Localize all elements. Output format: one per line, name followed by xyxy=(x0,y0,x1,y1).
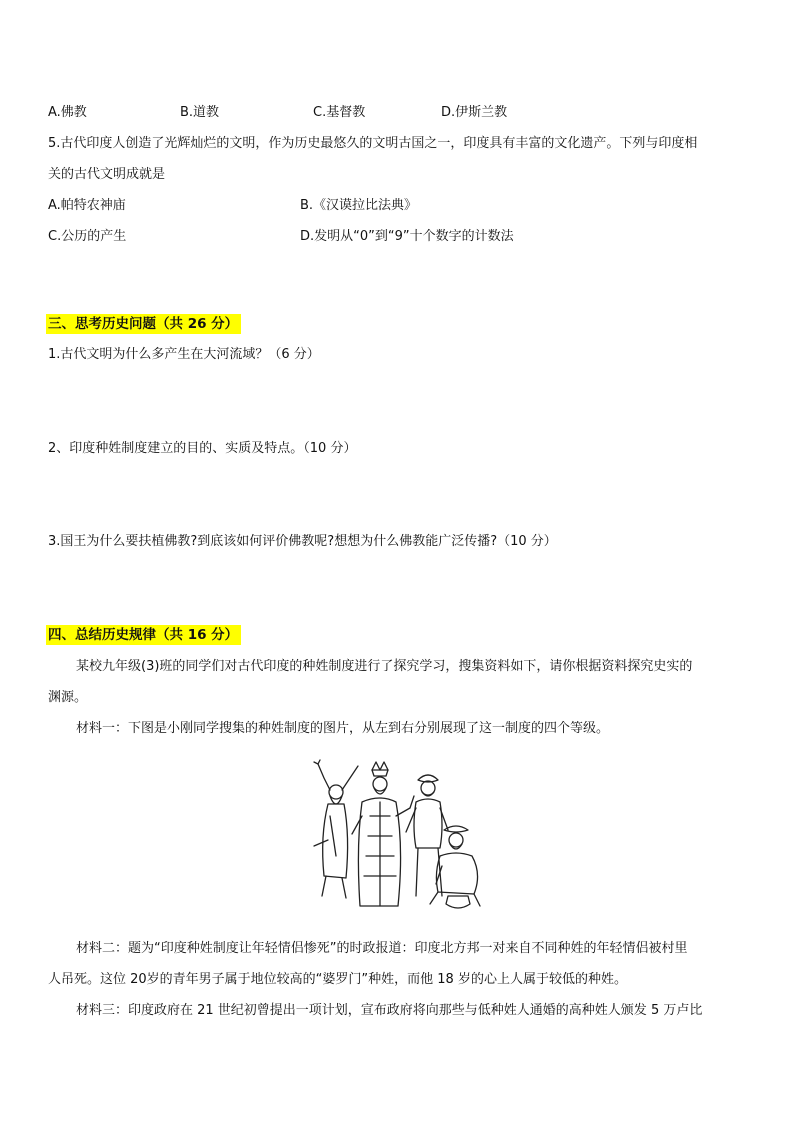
caste-system-illustration xyxy=(306,756,486,916)
material-2-line1: 材料二：题为“印度种姓制度让年轻情侣惨死”的时政报道：印度北方邦一对来自不同种姓的年轻情侣被村里 xyxy=(76,941,688,956)
brahmin-figure xyxy=(314,760,358,898)
section4-heading: 四、总结历史规律（共 16 分） xyxy=(46,625,241,645)
q5-option-b: B.《汉谟拉比法典》 xyxy=(300,198,418,213)
material-1-text: 材料一：下图是小刚同学搜集的种姓制度的图片，从左到右分别展现了这一制度的四个等级。 xyxy=(76,721,610,736)
q5-stem-line1: 5.古代印度人创造了光辉灿烂的文明，作为历史最悠久的文明古国之一，印度具有丰富的文化遗产。下列与印度相 xyxy=(48,136,698,151)
q5-option-a: A.帕特农神庙 xyxy=(48,198,126,213)
q5-option-d: D.发明从“0”到“9”十个数字的计数法 xyxy=(300,229,514,244)
material-3-text: 材料三：印度政府在 21 世纪初曾提出一项计划，宣布政府将向那些与低种姓人通婚的高种姓人颁发 5 万卢比 xyxy=(76,1003,703,1018)
q4-option-b: B.道教 xyxy=(180,105,220,120)
section3-question-1: 1.古代文明为什么多产生在大河流域？（6 分） xyxy=(48,347,320,362)
kshatriya-figure xyxy=(352,762,414,906)
q4-option-d: D.伊斯兰教 xyxy=(441,105,508,120)
q5-option-c: C.公历的产生 xyxy=(48,229,127,244)
section4-intro-line2: 渊源。 xyxy=(48,690,88,705)
vaishya-figure xyxy=(406,775,448,896)
q4-option-a: A.佛教 xyxy=(48,105,87,120)
material-2-line2: 人吊死。这位 20岁的青年男子属于地位较高的“婆罗门”种姓，而他 18 岁的心上人属于较低的种姓。 xyxy=(48,972,627,987)
section3-question-2: 2、印度种姓制度建立的目的、实质及特点。（10 分） xyxy=(48,441,357,456)
shudra-figure xyxy=(430,826,480,908)
q4-option-c: C.基督教 xyxy=(313,105,366,120)
q5-stem-line2: 关的古代文明成就是 xyxy=(48,167,166,182)
section3-heading: 三、思考历史问题（共 26 分） xyxy=(46,314,241,334)
section4-intro-line1: 某校九年级(3)班的同学们对古代印度的种姓制度进行了探究学习，搜集资料如下，请你根据资料探究史实的 xyxy=(76,659,693,674)
section3-question-3: 3.国王为什么要扶植佛教?到底该如何评价佛教呢?想想为什么佛教能广泛传播?（10 分） xyxy=(48,534,557,549)
